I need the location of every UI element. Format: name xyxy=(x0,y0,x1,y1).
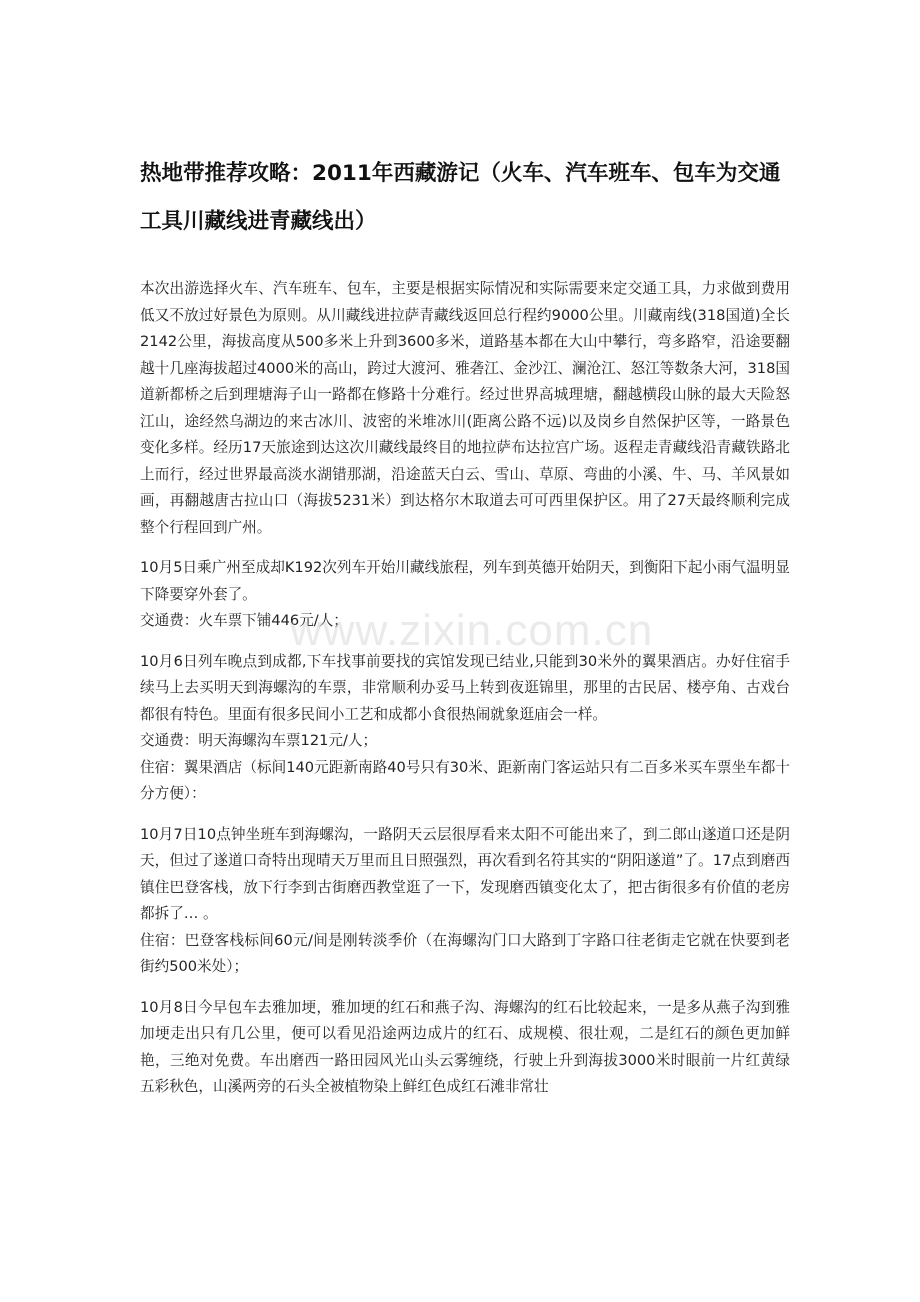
day-oct-7-entry xyxy=(140,822,790,981)
day-oct-6-entry xyxy=(140,649,790,808)
day-oct-8-entry xyxy=(140,995,790,1101)
document-page xyxy=(140,150,790,1115)
day-oct-5-transport: 交通费：火车票下铺446元/人； xyxy=(140,612,348,629)
day-oct-6-transport: 交通费：明天海螺沟车票121元/人； xyxy=(140,732,378,749)
document-title: 热地带推荐攻略：2011年西藏游记（火车、汽车班车、包车为交通工具川藏线进青藏线出） xyxy=(140,161,781,234)
day-oct-5-entry xyxy=(140,555,790,635)
day-oct-7-text: 10月7日10点钟坐班车到海螺沟，一路阴天云层很厚看来太阳不可能出来了，到二郎山遂道口还是阴天，但过了遂道口奇特出现晴天万里而且日照强烈，再次看到名符其实的“阴阳遂道”了。17点到磨西镇住巴登客栈，放下行李到古街磨西教堂逛了一下，发现磨西镇变化太了，把古街很多有价值的老房都拆了… 。 xyxy=(140,825,790,922)
day-oct-6-lodging: 住宿：翼果酒店（标间140元距新南路40号只有30米、距新南门客运站只有二百多米买车票坐车都十分方便）： xyxy=(140,758,790,802)
day-oct-5-text: 10月5日乘广州至成却K192次列车开始川藏线旅程，列车到英德开始阴天，到衡阳下起小雨气温明显下降要穿外套了。 xyxy=(140,559,790,603)
intro-paragraph: 本次出游选择火车、汽车班车、包车，主要是根据实际情况和实际需要来定交通工具，力求做到费用低又不放过好景色为原则。从川藏线进拉萨青藏线返回总行程约9000公里。川藏南线(318国道)全长2142公里，海拔高度从500多米上升到3600多米，道路基本都在大山中攀行，弯多路窄，沿途要翻越十几座海拔超过4000米的高山，跨过大渡河、雅砻江、金沙江、澜沧江、怒江等数条大河，318国道新都桥之后到理塘海子山一路都在修路十分难行。经过世界高城理塘，翻越横段山脉的最大天险怒江山，途经然乌湖边的来古冰川、波密的米堆冰川(距离公路不远)以及岗乡自然保护区等，一路景色变化多样。经历17天旅途到达这次川藏线最终目的地拉萨布达拉宫广场。返程走青藏线沿青藏铁路北上而行，经过世界最高淡水湖错那湖，沿途蓝天白云、雪山、草原、弯曲的小溪、牛、马、羊风景如画，再翻越唐古拉山口（海拔5231米）到达格尔木取道去可可西里保护区。用了27天最终顺利完成整个行程回到广州。 xyxy=(140,280,790,536)
day-oct-7-lodging: 住宿：巴登客栈标间60元/间是刚转淡季价（在海螺沟门口大路到丁字路口往老街走它就在快要到老街约500米处）； xyxy=(140,931,790,975)
day-oct-6-text: 10月6日列车晚点到成都,下车找事前要找的宾馆发现已结业,只能到30米外的翼果酒店。办好住宿手续马上去买明天到海螺沟的车票，非常顺利办妥马上转到夜逛锦里，那里的古民居、楼亭角、古戏台都很有特色。里面有很多民间小工艺和成都小食很热闹就象逛庙会一样。 xyxy=(140,652,790,723)
day-oct-8-text: 10月8日今早包车去雅加埂，雅加埂的红石和燕子沟、海螺沟的红石比较起来，一是多从燕子沟到雅加埂走出只有几公里，便可以看见沿途两边成片的红石、成规模、很壮观，二是红石的颜色更加鲜艳，三绝对免费。车出磨西一路田园风光山头云雾缠绕，行驶上升到海拔3000米时眼前一片红黄绿五彩秋色，山溪两旁的石头全被植物染上鲜红色成红石滩非常壮 xyxy=(140,998,790,1095)
watermark: www.zixin.com.cn xyxy=(290,606,654,655)
